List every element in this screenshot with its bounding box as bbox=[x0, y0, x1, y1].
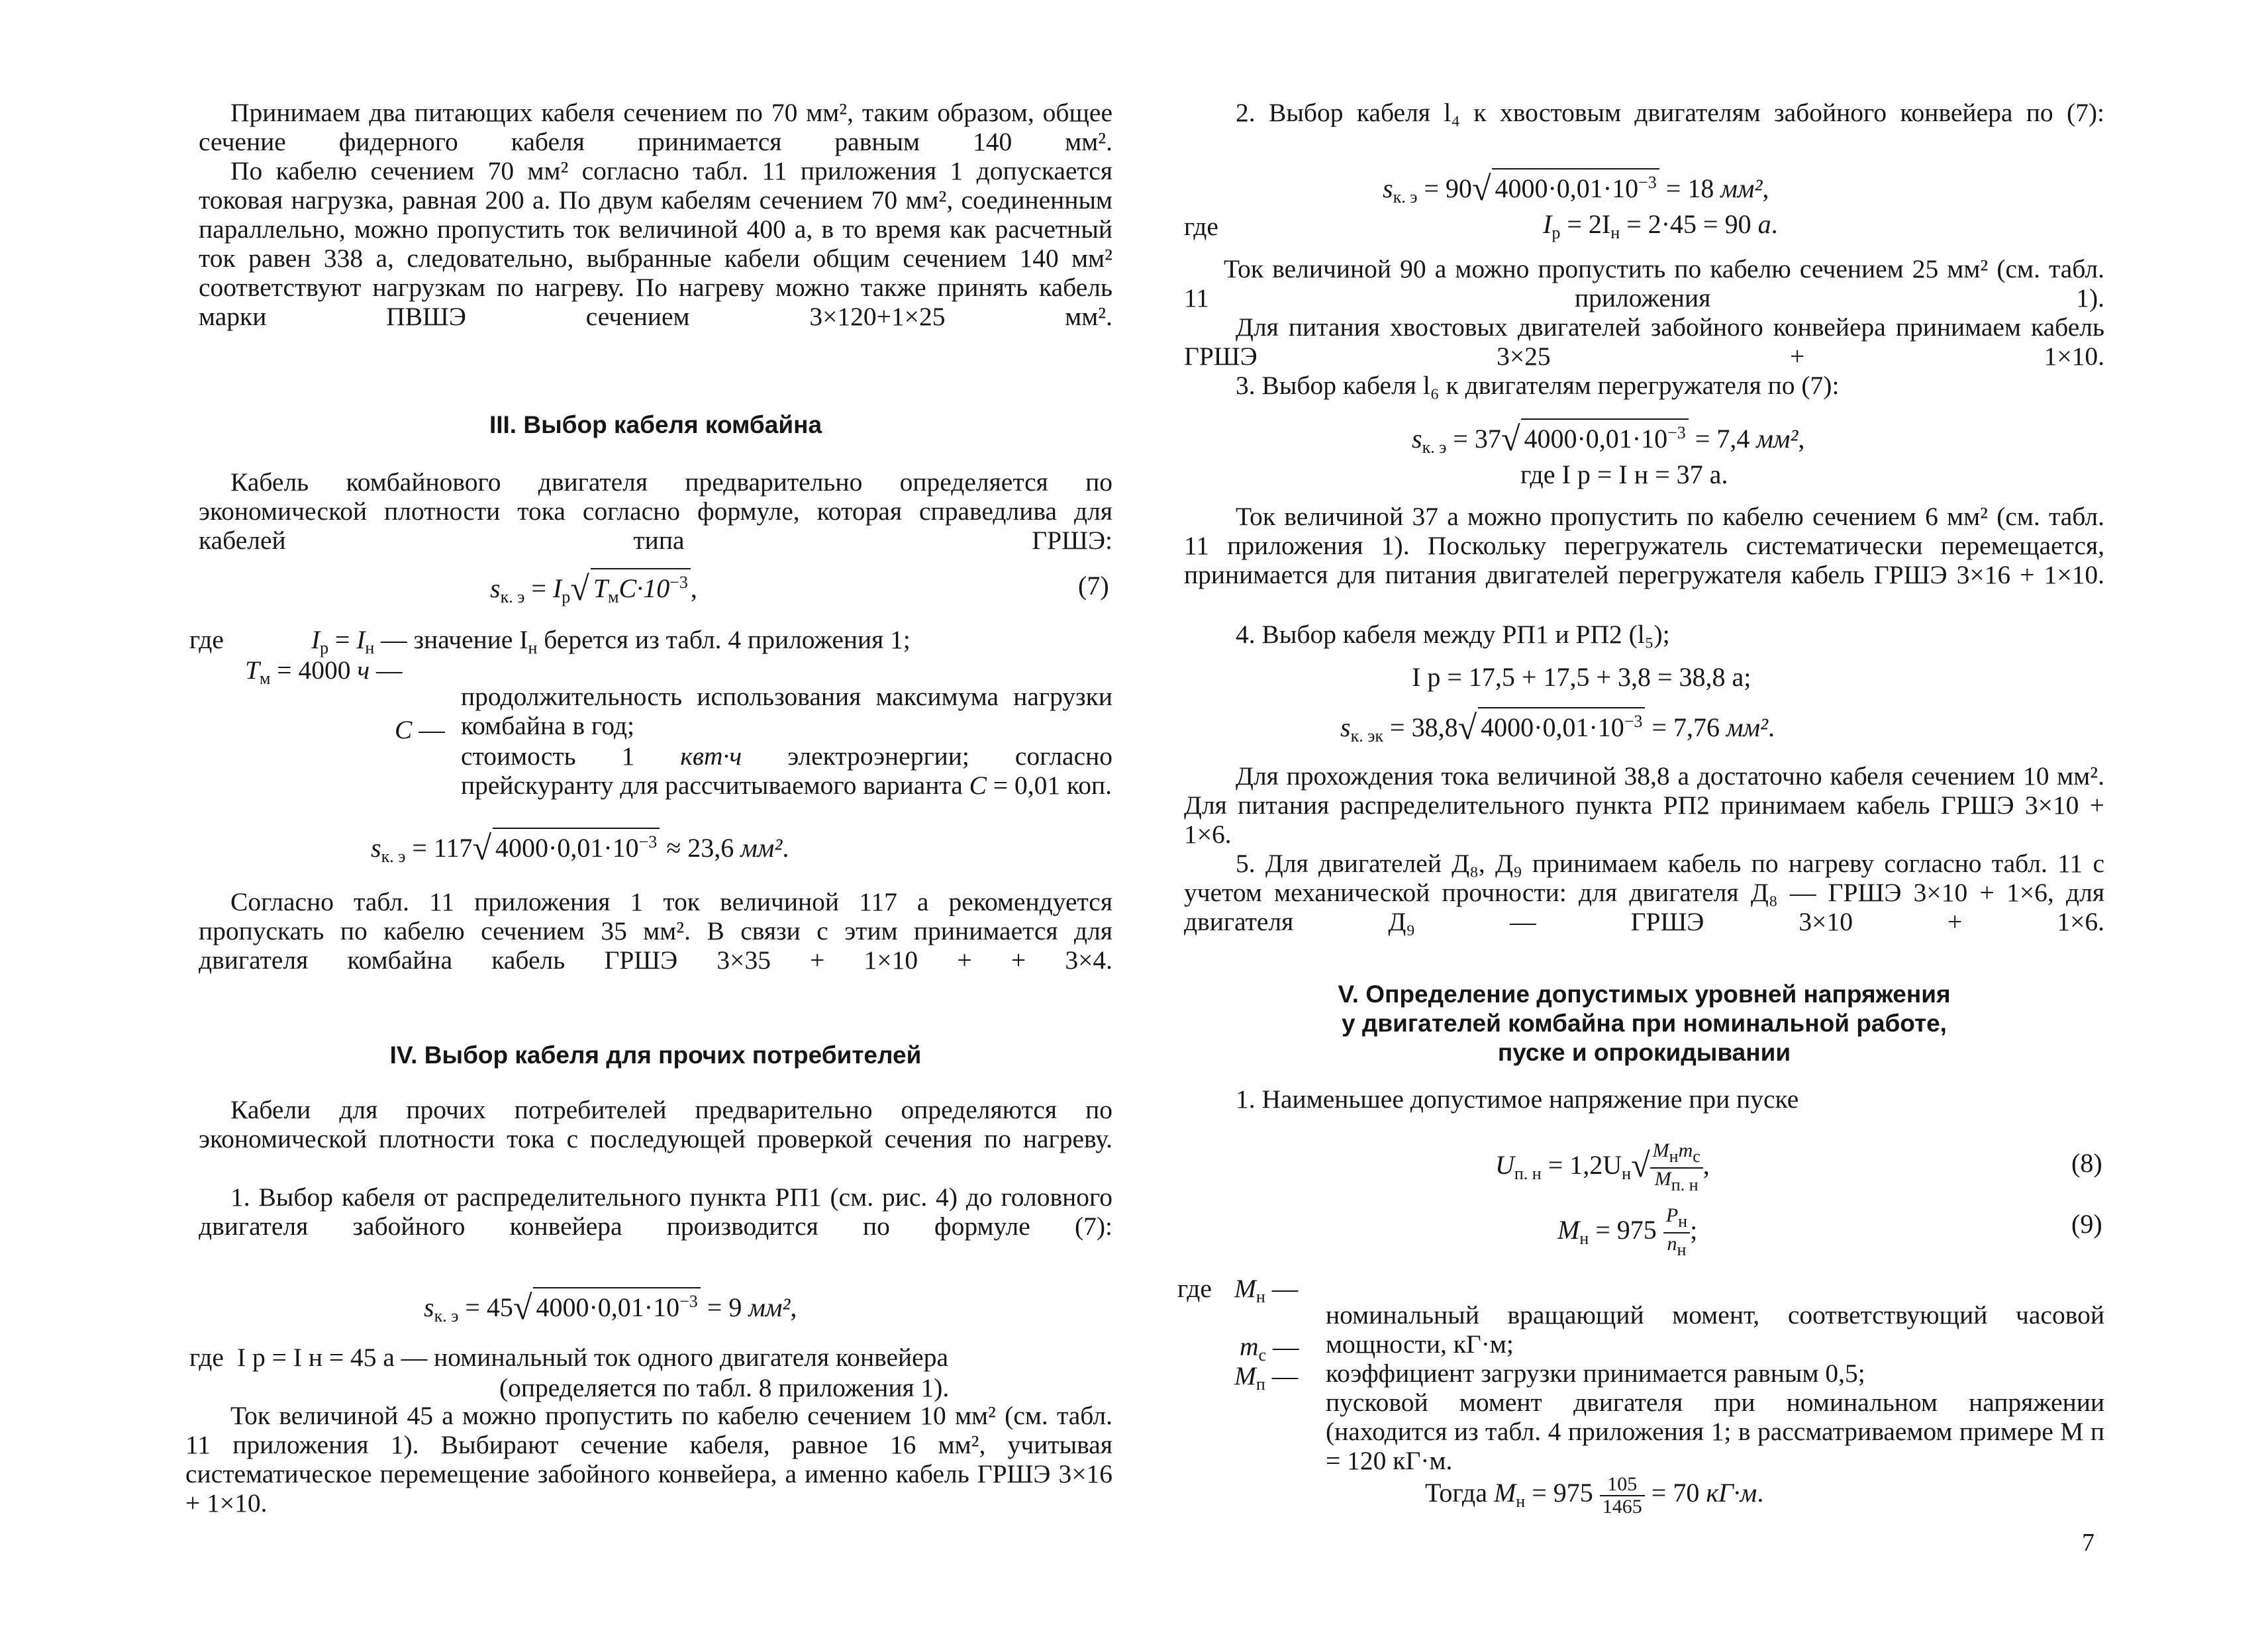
left-paragraph-7: Ток величиной 45 а можно пропустить по кабелю сечением 10 мм² (см. табл. 11 приложения 1). Выбирают сечение кабеля, равное 16 мм², учитывая систематическое перемещение забойного конвейера, а именно кабель ГРШЭ 3×16 + 1×10. bbox=[185, 1401, 1112, 1518]
right-paragraph-4: 3. Выбор кабеля l₆ к двигателям перегружателя по (7): bbox=[1236, 371, 1840, 400]
formula-tail-motors: $s_{к. э} = 90√$ $4000\cdot 0,01\cdot 10^{-3} = 18$ мм², bbox=[1383, 168, 1769, 213]
page-number: 7 bbox=[2082, 1529, 2095, 1557]
where-mc-lhs: $m_с$ — bbox=[1240, 1332, 1299, 1365]
formula-conveyor-head: $s_{к. э} = 45√$ $4000\cdot 0,01\cdot 10^{-3} = 9$ мм², bbox=[424, 1287, 797, 1331]
formula-8: $U_{п. н} = 1,2U_н√$ $\frac{\text{Mнmс}}{Mп. н}$ , bbox=[1495, 1139, 1710, 1194]
right-paragraph-5: Ток величиной 37 а можно пропустить по кабелю сечением 6 мм² (см. табл. 11 приложения 1). Поскольку перегружатель систематически перемещается, принимается для питания двигателей перегружателя кабель ГРШЭ 3×16 + 1×10. bbox=[1184, 502, 2104, 589]
formula-tail-current: $I_р = 2I_н = 2\cdot 45 = 90$ а. bbox=[1543, 209, 1778, 242]
left-paragraph-2: По кабелю сечением 70 мм² согласно табл. 11 приложения 1 допускается токовая нагрузка, равная 200 а. По двум кабелям сечением 70 мм², соединенным параллельно, можно пропустить ток величиной 400 а, в то время как расчетный ток равен 338 а, следовательно, выбранные кабели общим сечением 140 мм² соответствуют нагрузкам по нагреву. По нагреву можно также принять кабель марки ПВШЭ сечением 3×120+1×25 мм². bbox=[199, 156, 1112, 331]
where-item-2-text: продолжительность использования максимума нагрузки комбайна в год; bbox=[461, 681, 1112, 740]
formula-7-label: (7) bbox=[1078, 571, 1109, 601]
right-paragraph-7: Для прохождения тока величиной 38,8 а достаточно кабеля сечением 10 мм². Для питания распределительного пункта РП2 принимаем кабель ГРШЭ 3×10 + 1×6. bbox=[1184, 761, 2104, 849]
right-paragraph-9: 1. Наименьшее допустимое напряжение при пуске bbox=[1236, 1085, 1799, 1114]
formula-loader-current: где I р = I н = 37 а. bbox=[1520, 459, 1728, 489]
formula-rp-section: $s_{к. эк} = 38,8√$ $4000\cdot 0,01\cdot 10^{-3} = 7,76$ мм². bbox=[1340, 707, 1775, 751]
left-paragraph-1: Принимаем два питающих кабеля сечением по 70 мм², таким образом, общее сечение фидерного кабеля принимается равным 140 мм². bbox=[199, 98, 1112, 156]
where-mp-text: пусковой момент двигателя при номинальном напряжении (находится из табл. 4 приложения 1; в рассматриваемом примере M п = 120 кГ·м. bbox=[1326, 1387, 2104, 1475]
where-item-3-text: стоимость 1 квт·ч электроэнергии; согласно прейскуранту для рассчитываемого варианта C = 0,01 коп. bbox=[461, 741, 1112, 800]
section-heading-v-line-3: пуске и опрокидывании bbox=[1497, 1039, 1791, 1066]
formula-loader: $s_{к. э} = 37√$ $4000\cdot 0,01\cdot 10^{-3} = 7,4$ мм², bbox=[1412, 418, 1804, 463]
where-conveyor-text-2: (определяется по табл. 8 приложения 1). bbox=[499, 1373, 950, 1402]
where-conveyor-word: где bbox=[189, 1343, 224, 1372]
formula-rp-current: I р = 17,5 + 17,5 + 3,8 = 38,8 а; bbox=[1412, 662, 1751, 692]
where-mp-lhs: $M_п$ — bbox=[1234, 1361, 1299, 1394]
formula-8-label: (8) bbox=[2071, 1148, 2102, 1178]
section-heading-v-line-1: V. Определение допустимых уровней напряжения bbox=[1338, 981, 1951, 1008]
right-where-1-word: где bbox=[1184, 212, 1218, 241]
section-heading-iii: III. Выбор кабеля комбайна bbox=[489, 411, 822, 438]
where-item-3-lhs: C — bbox=[395, 715, 445, 744]
where-mn-lhs: $M_н$ — bbox=[1234, 1274, 1299, 1306]
where-mc-text: коэффициент загрузки принимается равным 0,5; bbox=[1326, 1358, 1865, 1388]
right-paragraph-2: Ток величиной 90 а можно пропустить по кабелю сечением 25 мм² (см. табл. 11 приложения 1). bbox=[1184, 254, 2104, 313]
formula-result: Тогда $M_н = 975$ $\frac{105}{1465}$ = 70 кГ·м. bbox=[1425, 1473, 1764, 1518]
left-paragraph-6: 1. Выбор кабеля от распределительного пункта РП1 (см. рис. 4) до головного двигателя забойного конвейера производится по формуле (7): bbox=[199, 1183, 1112, 1241]
where-item-1-lhs: $I_р = I_н$ — значение $I_н$ берется из табл. 4 приложения 1; bbox=[311, 625, 911, 657]
right-paragraph-8: 5. Для двигателей Д₈, Д₉ принимаем кабель по нагреву согласно табл. 11 с учетом механической прочности: для двигателя Д₈ — ГРШЭ 3×10 + 1×6, для двигателя Д₉ — ГРШЭ 3×10 + 1×6. bbox=[1184, 849, 2104, 936]
where-item-2-lhs: $T_м = 4000$ ч — bbox=[245, 655, 403, 688]
right-paragraph-6: 4. Выбор кабеля между РП1 и РП2 (l₅); bbox=[1236, 620, 1670, 649]
section-heading-v-line-2: у двигателей комбайна при номинальной работе, bbox=[1342, 1010, 1947, 1037]
right-paragraph-3: Для питания хвостовых двигателей забойного конвейера принимаем кабель ГРШЭ 3×25 + 1×10. bbox=[1184, 313, 2104, 371]
where-mn-text: номинальный вращающий момент, соответствующий часовой мощности, кГ·м; bbox=[1326, 1300, 2104, 1359]
left-paragraph-4: Согласно табл. 11 приложения 1 ток величиной 117 а рекомендуется пропускать по кабелю сечением 35 мм². В связи с этим принимается для двигателя комбайна кабель ГРШЭ 3×35 + 1×10 + + 3×4. bbox=[199, 887, 1112, 975]
formula-9-label: (9) bbox=[2071, 1209, 2102, 1239]
formula-9: $M_н = 975$ $\frac{Pн}{nн}$ ; bbox=[1557, 1204, 1698, 1259]
right-paragraph-1: 2. Выбор кабеля l₄ к хвостовым двигателям забойного конвейера по (7): bbox=[1236, 98, 2104, 127]
section-heading-iv: IV. Выбор кабеля для прочих потребителей bbox=[389, 1041, 922, 1069]
where-word: где bbox=[189, 625, 224, 654]
formula-7: $s_{к. э} = I_р√$ $T_мC\cdot 10^{-3}$ , bbox=[490, 568, 697, 612]
where-conveyor-text: I р = I н = 45 а — номинальный ток одного двигателя конвейера bbox=[237, 1343, 948, 1372]
formula-combine: $s_{к. э} = 117√$ $4000\cdot 0,01\cdot 10^{-3} \approx 23,6$ мм². bbox=[371, 828, 789, 872]
left-paragraph-3: Кабель комбайнового двигателя предварительно определяется по экономической плотности тока согласно формуле, которая справедлива для кабелей типа ГРШЭ: bbox=[199, 467, 1112, 555]
right-where-2-word: где bbox=[1177, 1274, 1212, 1303]
left-paragraph-5: Кабели для прочих потребителей предварительно определяются по экономической плотности тока с последующей проверкой сечения по нагреву. bbox=[199, 1095, 1112, 1153]
